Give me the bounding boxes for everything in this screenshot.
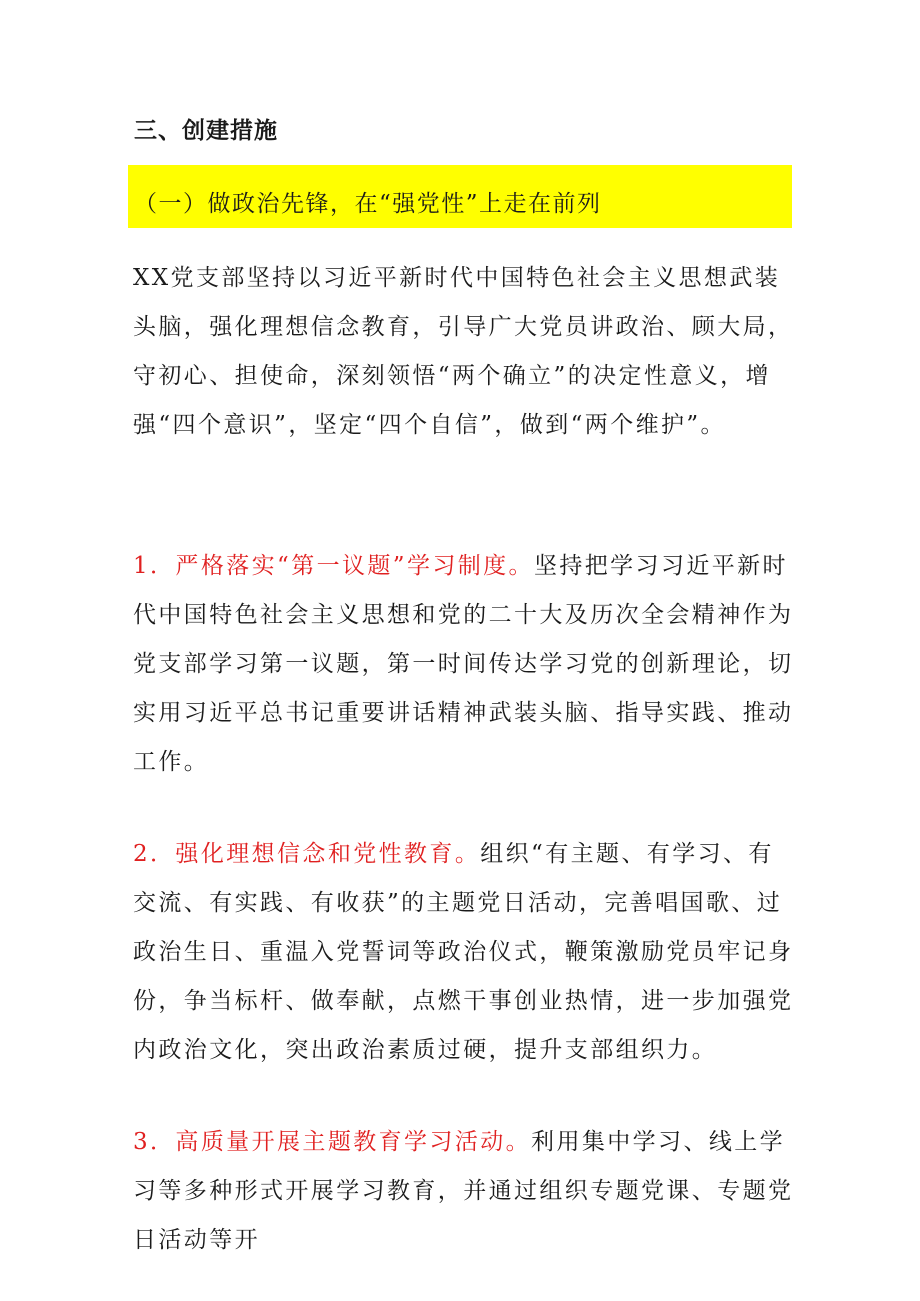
- measure-title: 3．高质量开展主题教育学习活动。: [133, 1129, 532, 1155]
- measure-paragraph-2: [133, 830, 798, 1075]
- measure-paragraph-1: [133, 542, 798, 787]
- paragraph-body: 利用集中学习、线上学习等多种形式开展学习教育，并通过组织专题党课、专题党日活动等开: [133, 1129, 794, 1253]
- section-heading: 三、创建措施: [134, 117, 278, 144]
- subsection-highlight: [128, 165, 792, 228]
- paragraph-body: 坚持把学习习近平新时代中国特色社会主义思想和党的二十大及历次全会精神作为党支部学习第一议题，第一时间传达学习党的创新理论，切实用习近平总书记重要讲话精神武装头脑、指导实践、推动工作。: [133, 553, 794, 775]
- subsection-heading: （一）做政治先锋，在“强党性”上走在前列: [134, 191, 602, 217]
- paragraph-body: XX党支部坚持以习近平新时代中国特色社会主义思想武装头脑，强化理想信念教育，引导广大党员讲政治、顾大局，守初心、担使命，深刻领悟“两个确立”的决定性意义，增强“四个意识”，坚定“四个自信”，做到“两个维护”。: [133, 265, 794, 438]
- measure-title: 1．严格落实“第一议题”学习制度。: [133, 553, 534, 579]
- intro-paragraph: [133, 254, 798, 450]
- paragraph-body: 组织“有主题、有学习、有交流、有实践、有收获”的主题党日活动，完善唱国歌、过政治生日、重温入党誓词等政治仪式，鞭策激励党员牢记身份，争当标杆、做奉献，点燃干事创业热情，进一步加强党内政治文化，突出政治素质过硬，提升支部组织力。: [133, 841, 794, 1063]
- measure-title: 2．强化理想信念和党性教育。: [133, 841, 481, 867]
- measure-paragraph-3: [133, 1118, 798, 1265]
